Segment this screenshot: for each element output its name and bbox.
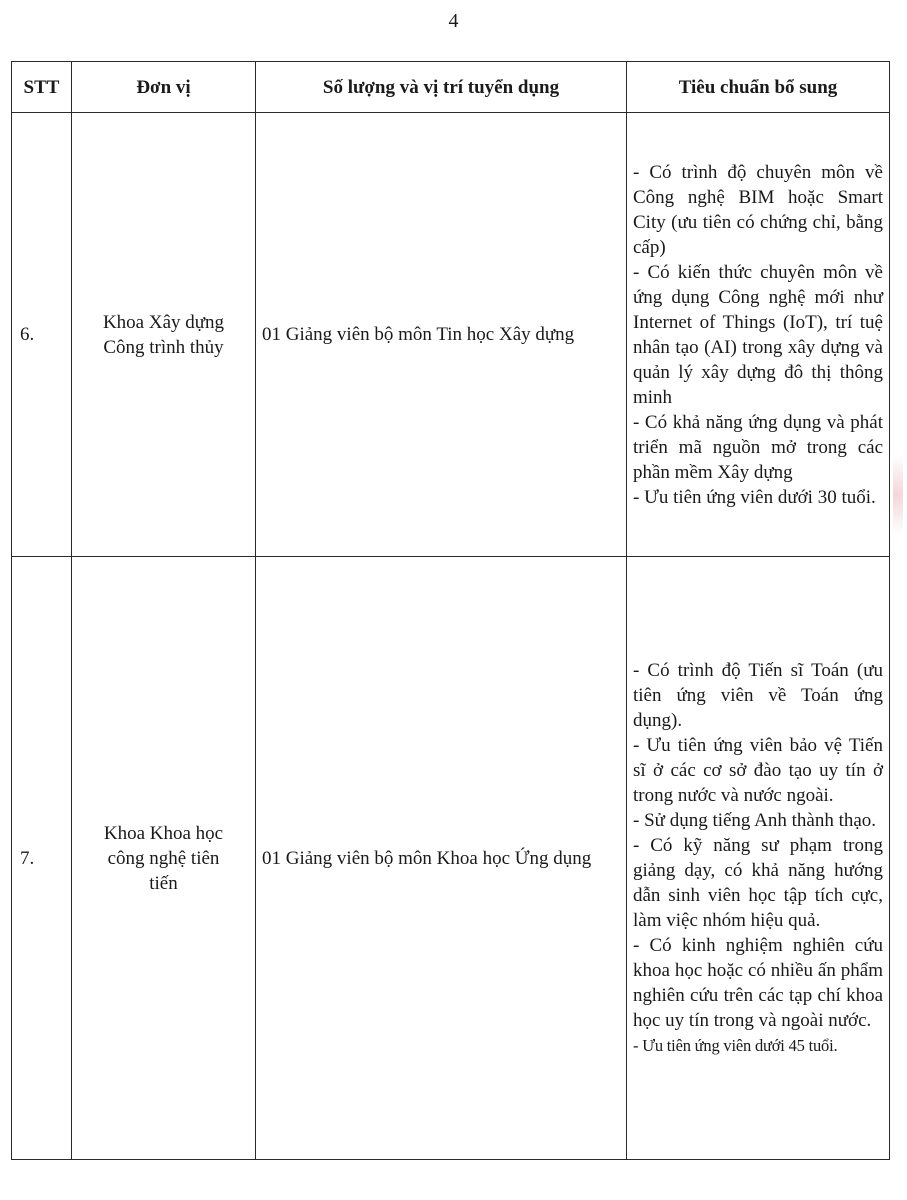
row-criteria	[627, 557, 890, 1160]
page-edge-mark	[893, 455, 903, 535]
criteria-item: - Có khả năng ứng dụng và phát triển mã nguồn mở trong các phần mềm Xây dựng	[633, 411, 883, 483]
unit-line: Khoa Khoa học	[103, 822, 224, 844]
criteria-item: - Ưu tiên ứng viên dưới 45 tuổi.	[633, 1036, 838, 1055]
criteria-item: - Có kỹ năng sư phạm trong giảng dạy, có khả năng hướng dẫn sinh viên học tập tích cực, làm việc nhóm hiệu quả.	[633, 835, 883, 931]
table-row	[12, 113, 890, 557]
criteria-item: - Có kiến thức chuyên môn về ứng dụng Công nghệ mới như Internet of Things (IoT), trí tuệ nhân tạo (AI) trong xây dựng và quản lý xây dựng đô thị thông minh	[633, 261, 883, 408]
page-number: 4	[448, 10, 459, 32]
criteria-item: - Ưu tiên ứng viên bảo vệ Tiến sĩ ở các cơ sở đào tạo uy tín ở trong nước và nước ngoài.	[633, 735, 883, 806]
table-header-row	[12, 62, 890, 113]
unit-line: Công trình thủy	[103, 336, 224, 358]
unit-line: công nghệ tiên	[107, 847, 220, 869]
header-stt: STT	[12, 62, 72, 113]
criteria-item: - Có trình độ chuyên môn về Công nghệ BIM hoặc Smart City (ưu tiên có chứng chỉ, bằng cấp)	[633, 161, 883, 258]
criteria-item: - Có trình độ Tiến sĩ Toán (ưu tiên ứng viên về Toán ứng dụng).	[633, 660, 883, 731]
criteria-item: - Sử dụng tiếng Anh thành thạo.	[633, 810, 877, 831]
unit-line: tiến	[149, 872, 178, 894]
unit-line: Khoa Xây dựng	[102, 311, 225, 333]
table-row	[12, 557, 890, 1160]
recruitment-table	[11, 61, 890, 1160]
header-position: Số lượng và vị trí tuyển dụng	[256, 62, 627, 113]
row-unit	[72, 557, 256, 1160]
row-position: 01 Giảng viên bộ môn Tin học Xây dựng	[256, 113, 627, 557]
row-stt: 6.	[12, 113, 72, 557]
criteria-item: - Ưu tiên ứng viên dưới 30 tuổi.	[633, 486, 876, 508]
header-criteria: Tiêu chuẩn bổ sung	[627, 62, 890, 113]
row-criteria	[627, 113, 890, 557]
row-stt: 7.	[12, 557, 72, 1160]
header-unit: Đơn vị	[72, 62, 256, 113]
criteria-item: - Có kinh nghiệm nghiên cứu khoa học hoặc có nhiều ấn phẩm nghiên cứu trên các tạp chí khoa học uy tín trong và ngoài nước.	[633, 935, 883, 1031]
row-unit	[72, 113, 256, 557]
row-position: 01 Giảng viên bộ môn Khoa học Ứng dụng	[256, 557, 627, 1160]
